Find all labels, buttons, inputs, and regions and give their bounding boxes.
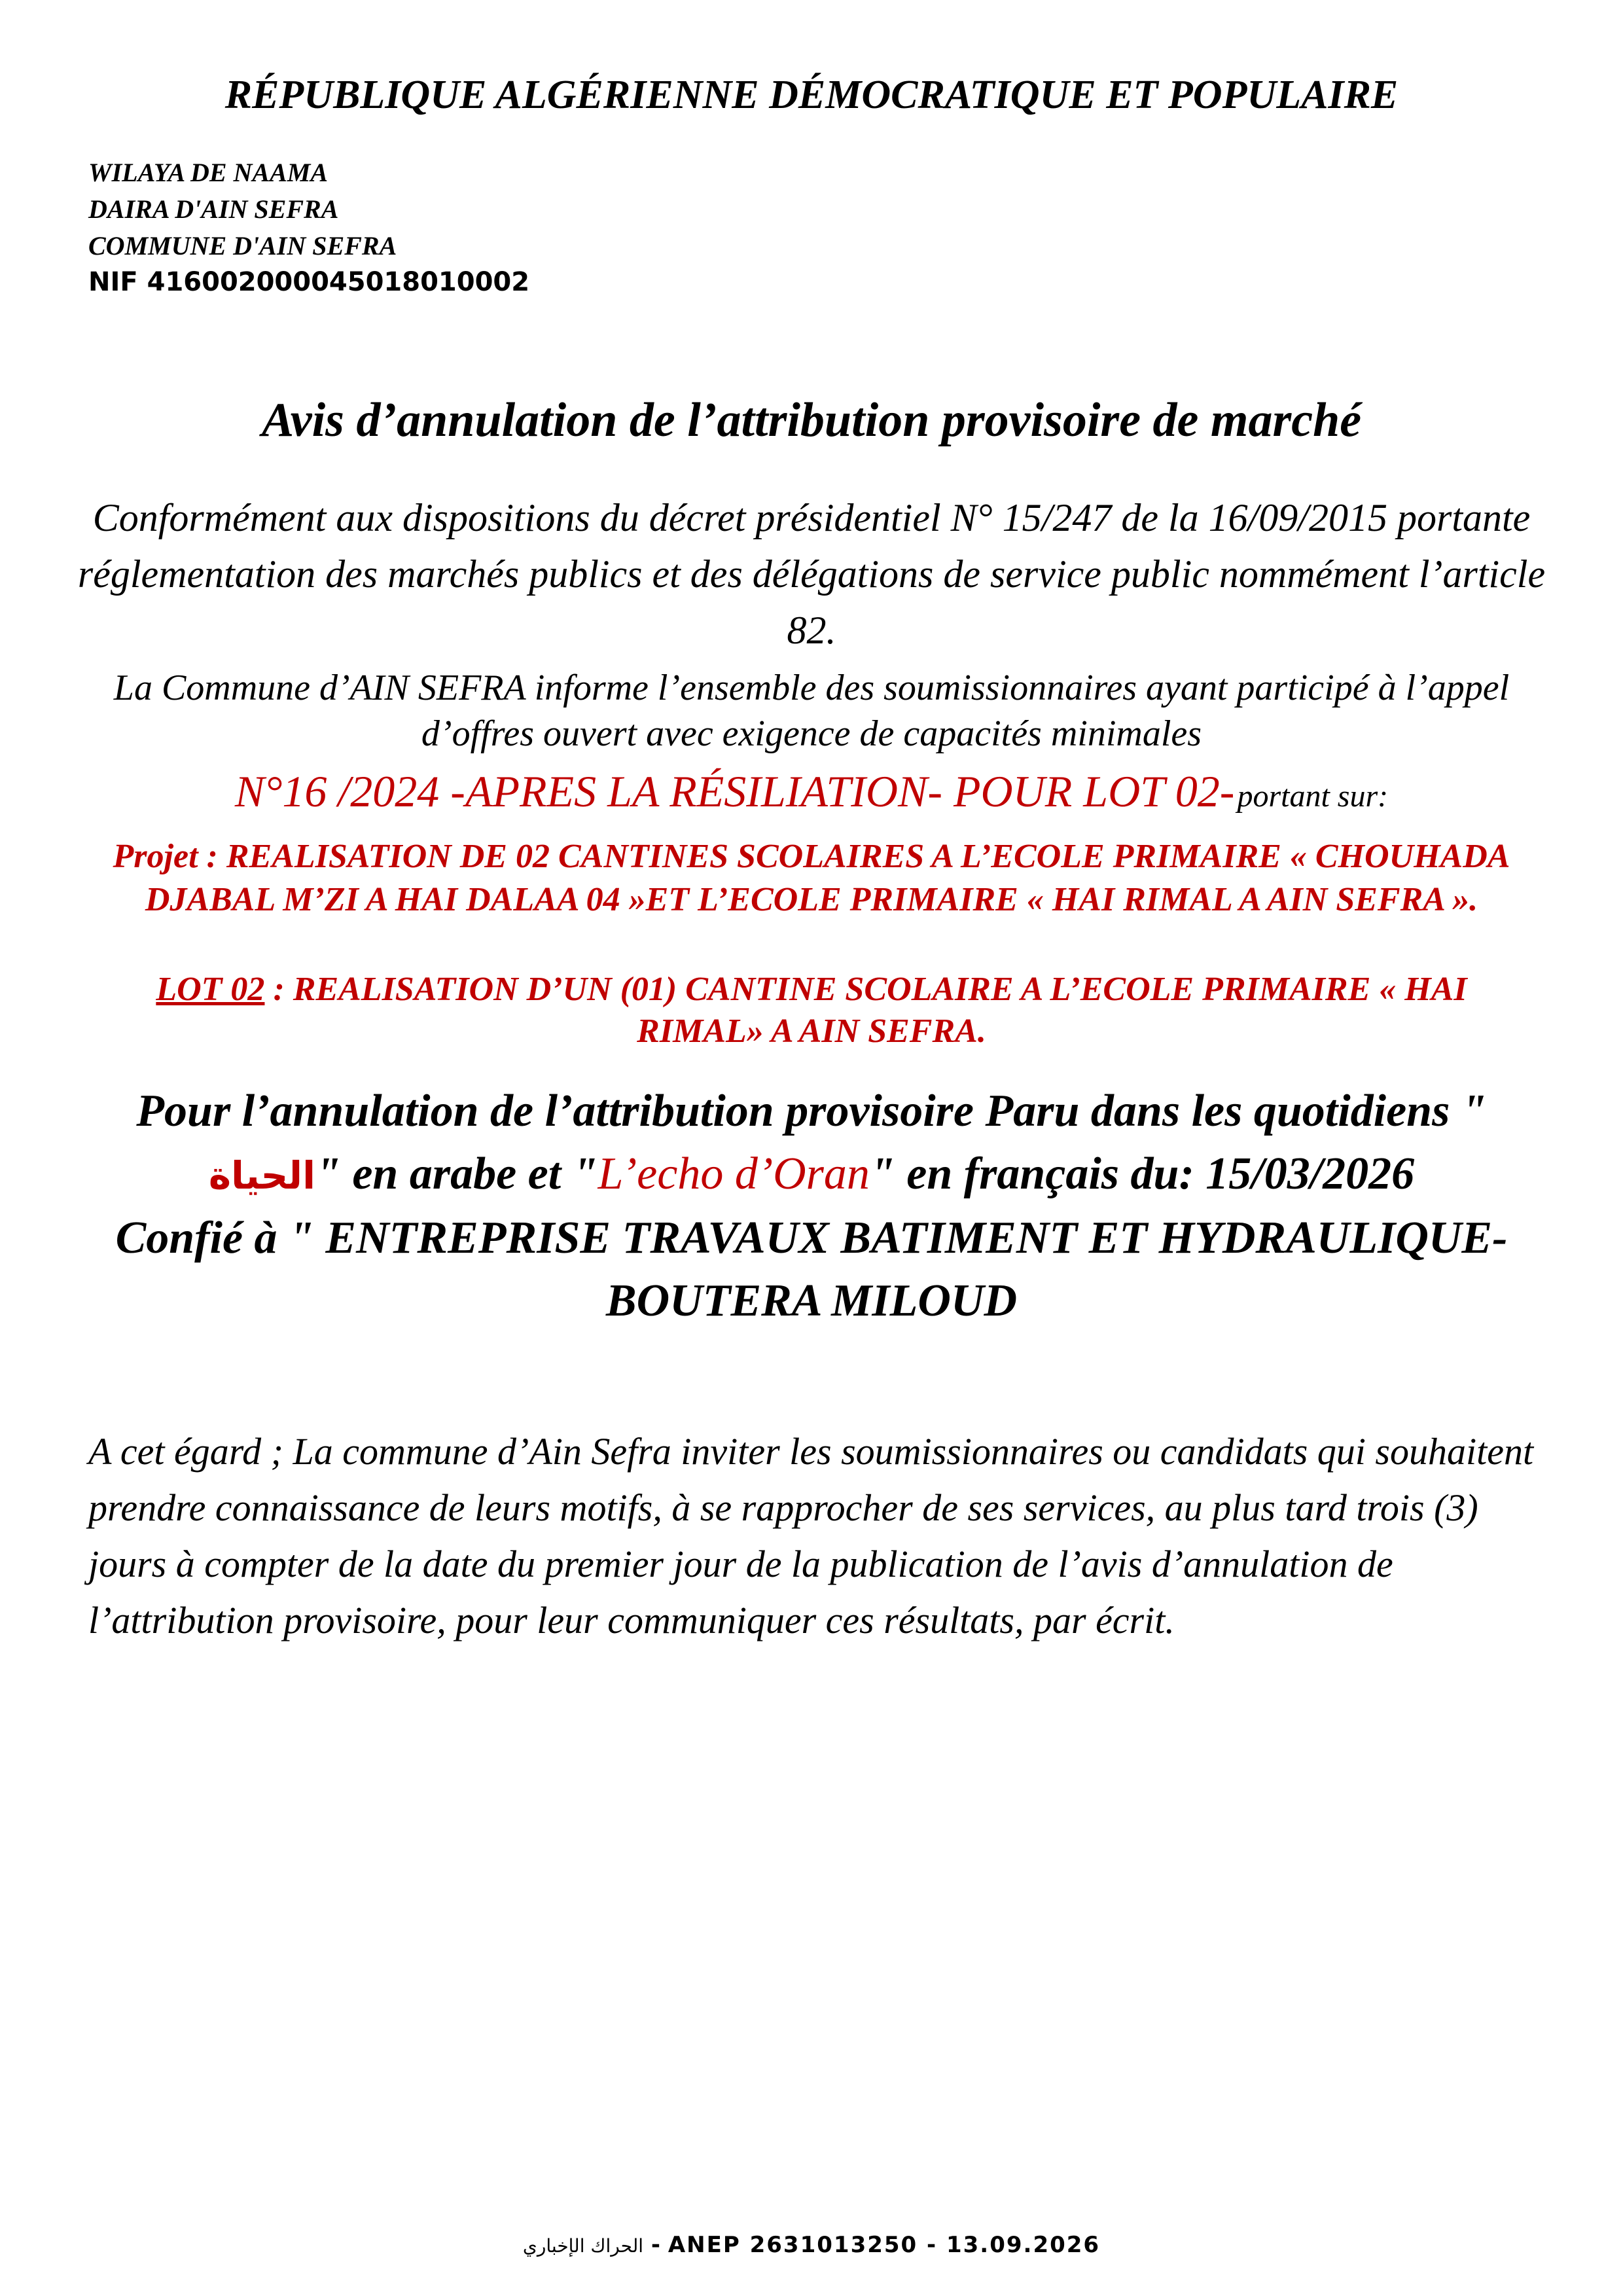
newspaper-french: L’echo d’Oran — [597, 1149, 870, 1199]
nif-line: NIF 416002000045018010002 — [88, 267, 530, 297]
republic-heading: RÉPUBLIQUE ALGÉRIENNE DÉMOCRATIQUE ET POPULAIRE — [224, 73, 1399, 117]
footer-reference — [0, 2232, 1623, 2258]
inform-paragraph: La Commune d’AIN SEFRA informe l’ensemble des soumissionnaires ayant participé à l’appel d’offres ouvert avec exigence de capacités minimales — [113, 668, 1510, 754]
awardee-line: Confié à " ENTREPRISE TRAVAUX BATIMENT ET HYDRAULIQUE-BOUTERA MILOUD — [115, 1213, 1508, 1326]
project-description: Projet : REALISATION DE 02 CANTINES SCOLAIRES A L’ECOLE PRIMAIRE « CHOUHADA DJABAL M’ZI A HAI DALAA 04 »ET L’ECOLE PRIMAIRE « HAI RIMAL A AIN SEFRA ». — [113, 838, 1510, 918]
footer-arabic: الحراك الإخباري — [522, 2235, 644, 2257]
publication-date: : 15/03/2026 — [1179, 1149, 1415, 1199]
cet-egard-paragraph: A cet égard ; La commune d’Ain Sefra inviter les soumissionnaires ou candidats qui souhaitent prendre connaissance de leurs motifs, à se rapprocher de ses services, au plus tard trois (3) jours à compter de la date du premier jour de la publication de l’avis d’annulation de l’attribution provisoire, pour leur communiquer ces résultats, par écrit. — [88, 1430, 1534, 1641]
lot-label: LOT 02 — [156, 971, 265, 1008]
commune-line: COMMUNE D'AIN SEFRA — [88, 231, 397, 260]
newspaper-arabic: الحياة — [208, 1153, 315, 1198]
wilaya-line: WILAYA DE NAAMA — [88, 158, 329, 187]
daira-line: DAIRA D'AIN SEFRA — [88, 194, 339, 224]
lot-description — [105, 969, 1518, 1052]
legal-basis-paragraph: Conformément aux dispositions du décret présidentiel N° 15/247 de la 16/09/2015 portante réglementation des marchés publics et des délégations de service public nommément l’article 82. — [77, 496, 1546, 652]
footer-anep: - ANEP 2631013250 - 13.09.2026 — [651, 2232, 1101, 2258]
reference-number: N°16 /2024 -APRES LA RÉSILIATION- POUR LOT 02- — [234, 766, 1235, 816]
notice-title: Avis d’annulation de l’attribution provisoire de marché — [261, 393, 1362, 447]
annulation-paragraph — [65, 1080, 1558, 1333]
tender-reference — [65, 766, 1558, 817]
annulation-part3: " en français du — [869, 1149, 1179, 1199]
annulation-part2: " en arabe et " — [315, 1149, 598, 1199]
reference-tail: portant sur: — [1237, 779, 1389, 814]
annulation-part1: Pour l’annulation de l’attribution provisoire Paru dans les quotidiens " — [136, 1086, 1487, 1136]
lot-text: : REALISATION D’UN (01) CANTINE SCOLAIRE A L’ECOLE PRIMAIRE « HAI RIMAL» A AIN SEFRA. — [264, 971, 1467, 1050]
